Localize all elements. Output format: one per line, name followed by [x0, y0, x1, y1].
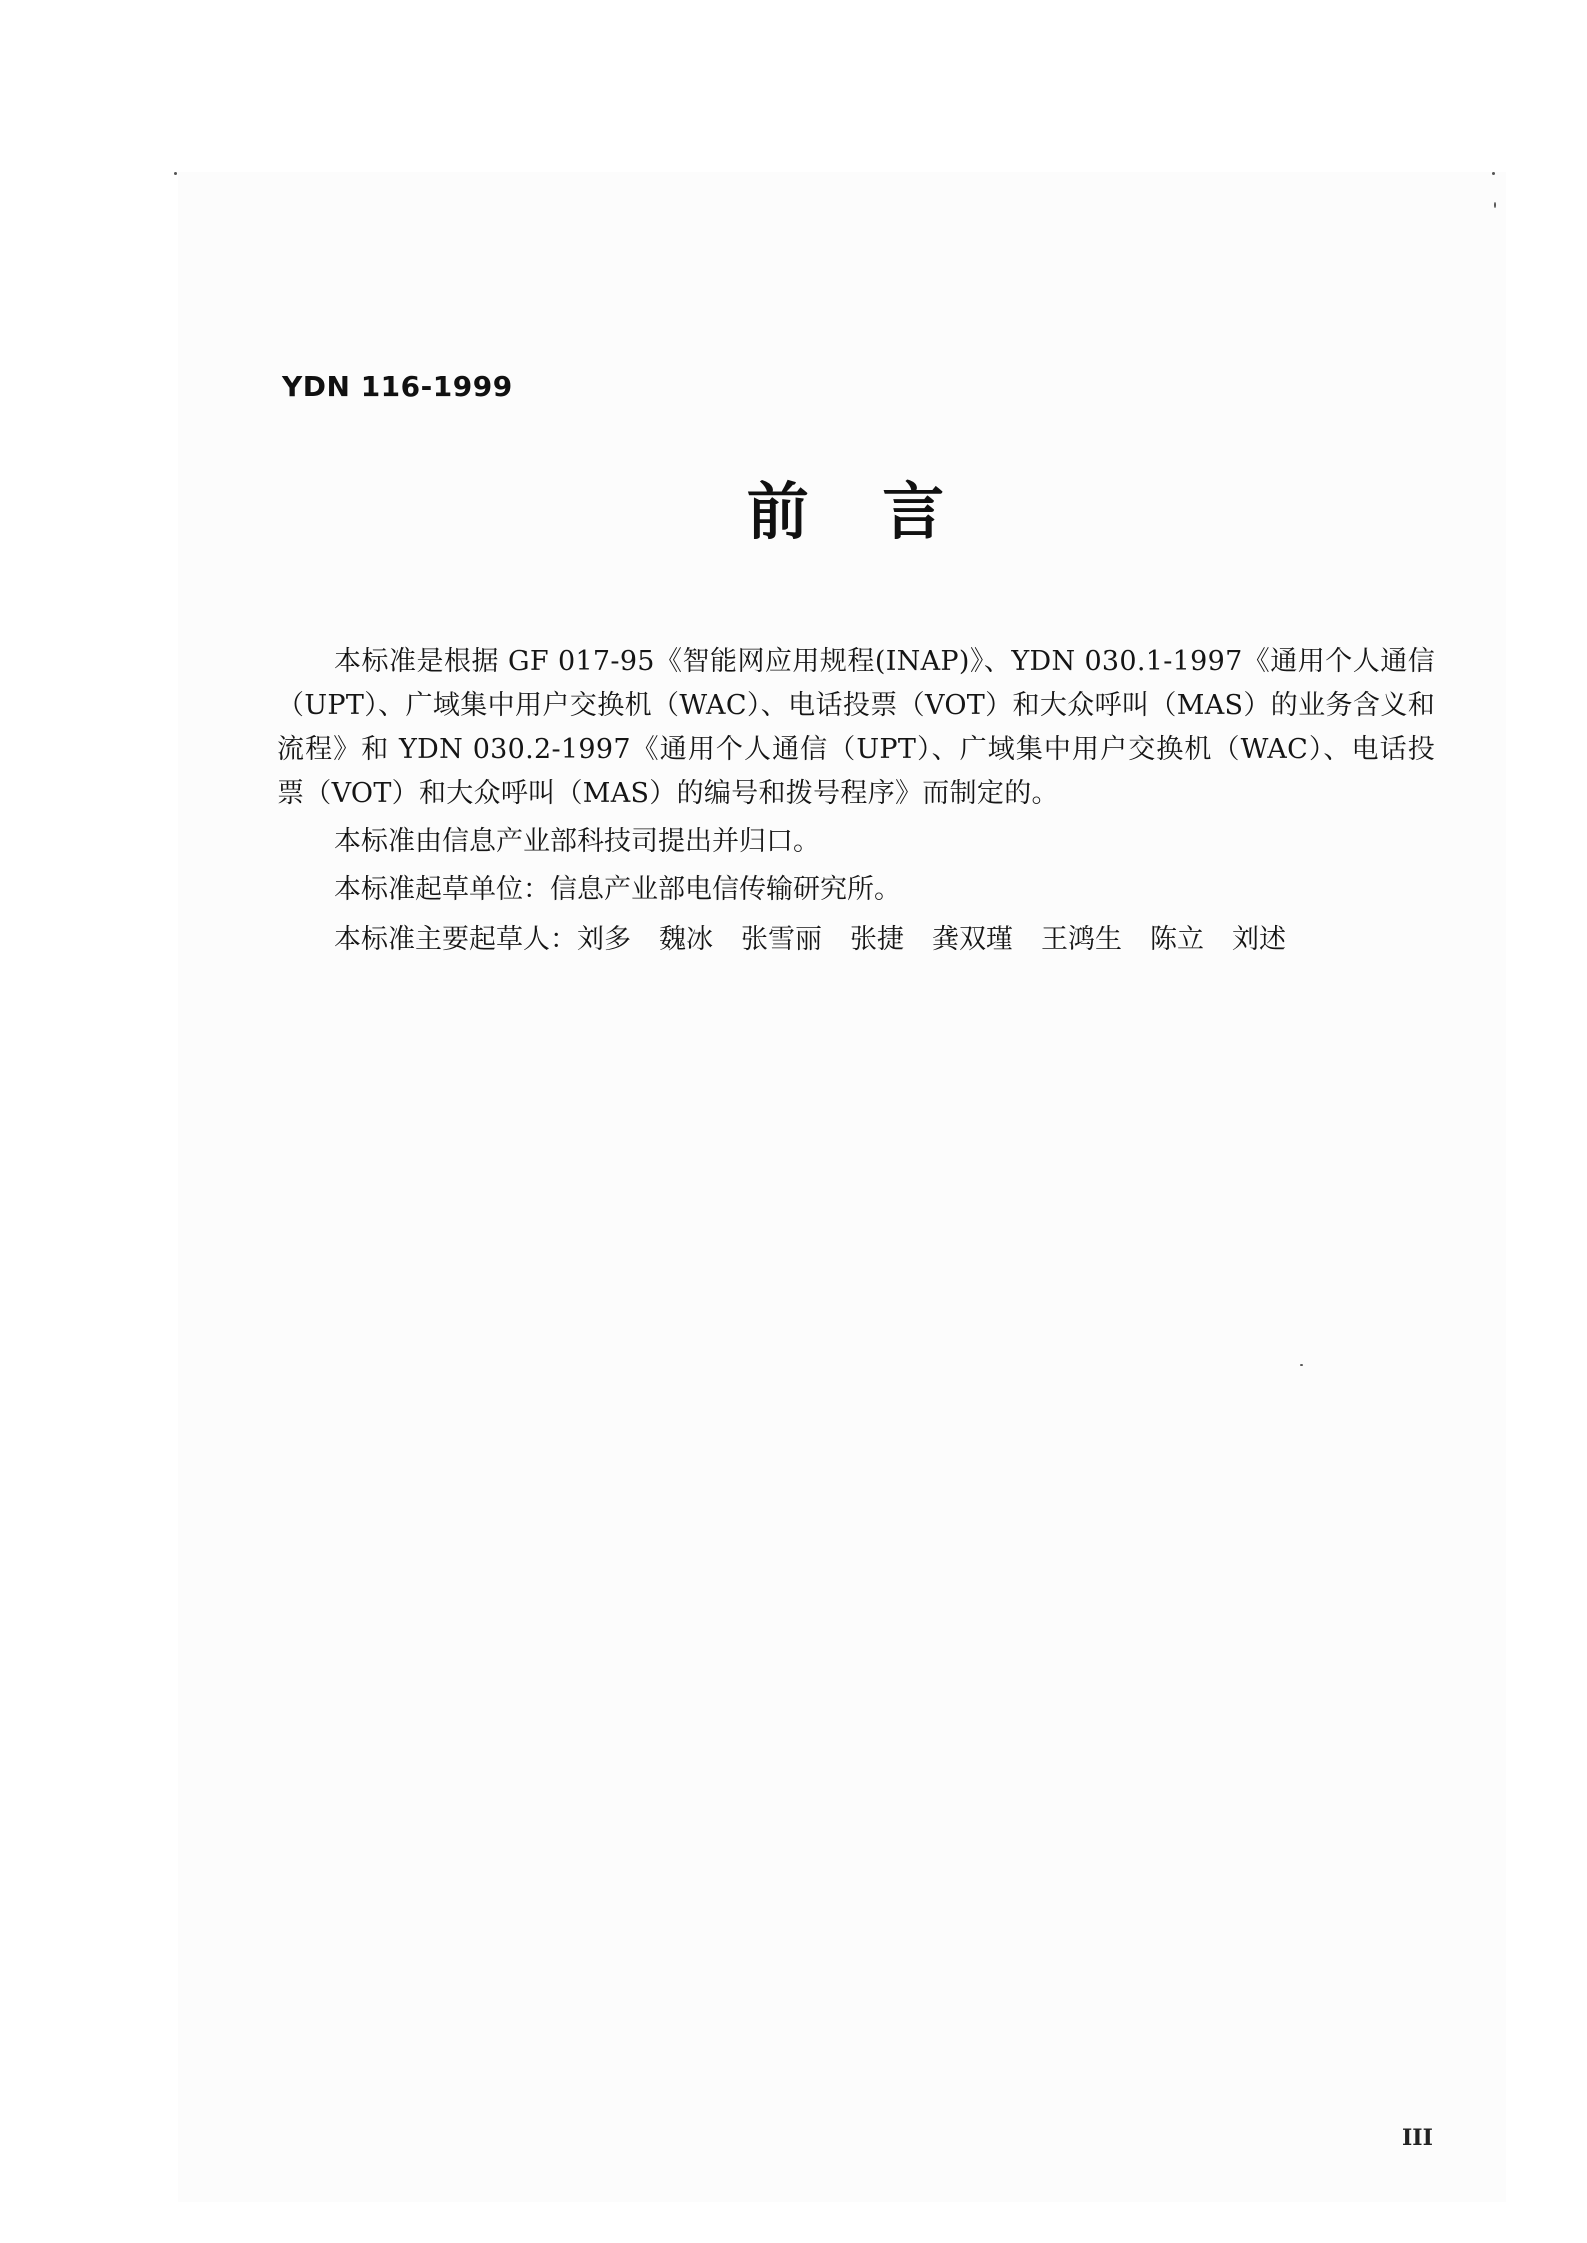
document-code: YDN 116-1999	[282, 370, 513, 403]
drafting-unit-paragraph: 本标准起草单位：信息产业部电信传输研究所。	[334, 874, 901, 905]
drafter-name: 王鸿生	[1041, 924, 1122, 955]
foreword-body	[277, 640, 1435, 962]
scan-speck	[1300, 1364, 1303, 1366]
drafters-paragraph	[277, 918, 1435, 962]
drafter-name: 龚双瑾	[932, 924, 1013, 955]
drafter-name: 张雪丽	[741, 924, 822, 955]
basis-paragraph: 本标准是根据 GF 017-95《智能网应用规程(INAP)》、YDN 030.1-1997《通用个人通信（UPT）、广域集中用户交换机（WAC）、电话投票（VOT）和大众呼叫（MAS）的业务含义和流程》和 YDN 030.2-1997《通用个人通信（UPT）、广域集中用户交换机（WAC）、电话投票（VOT）和大众呼叫（MAS）的编号和拨号程序》而制定的。	[277, 646, 1435, 809]
page-number: III	[1402, 2125, 1433, 2151]
page-title: 前 言	[746, 475, 971, 548]
drafter-name: 刘多	[577, 924, 631, 955]
drafters-label: 本标准主要起草人：	[334, 924, 577, 955]
scan-speck	[1494, 202, 1496, 208]
drafter-name: 魏冰	[659, 924, 713, 955]
drafter-name: 刘述	[1232, 924, 1286, 955]
scan-speck	[1492, 172, 1495, 175]
proposer-paragraph: 本标准由信息产业部科技司提出并归口。	[334, 826, 820, 857]
drafter-name: 陈立	[1150, 924, 1204, 955]
drafter-name: 张捷	[850, 924, 904, 955]
scan-speck	[174, 172, 177, 175]
